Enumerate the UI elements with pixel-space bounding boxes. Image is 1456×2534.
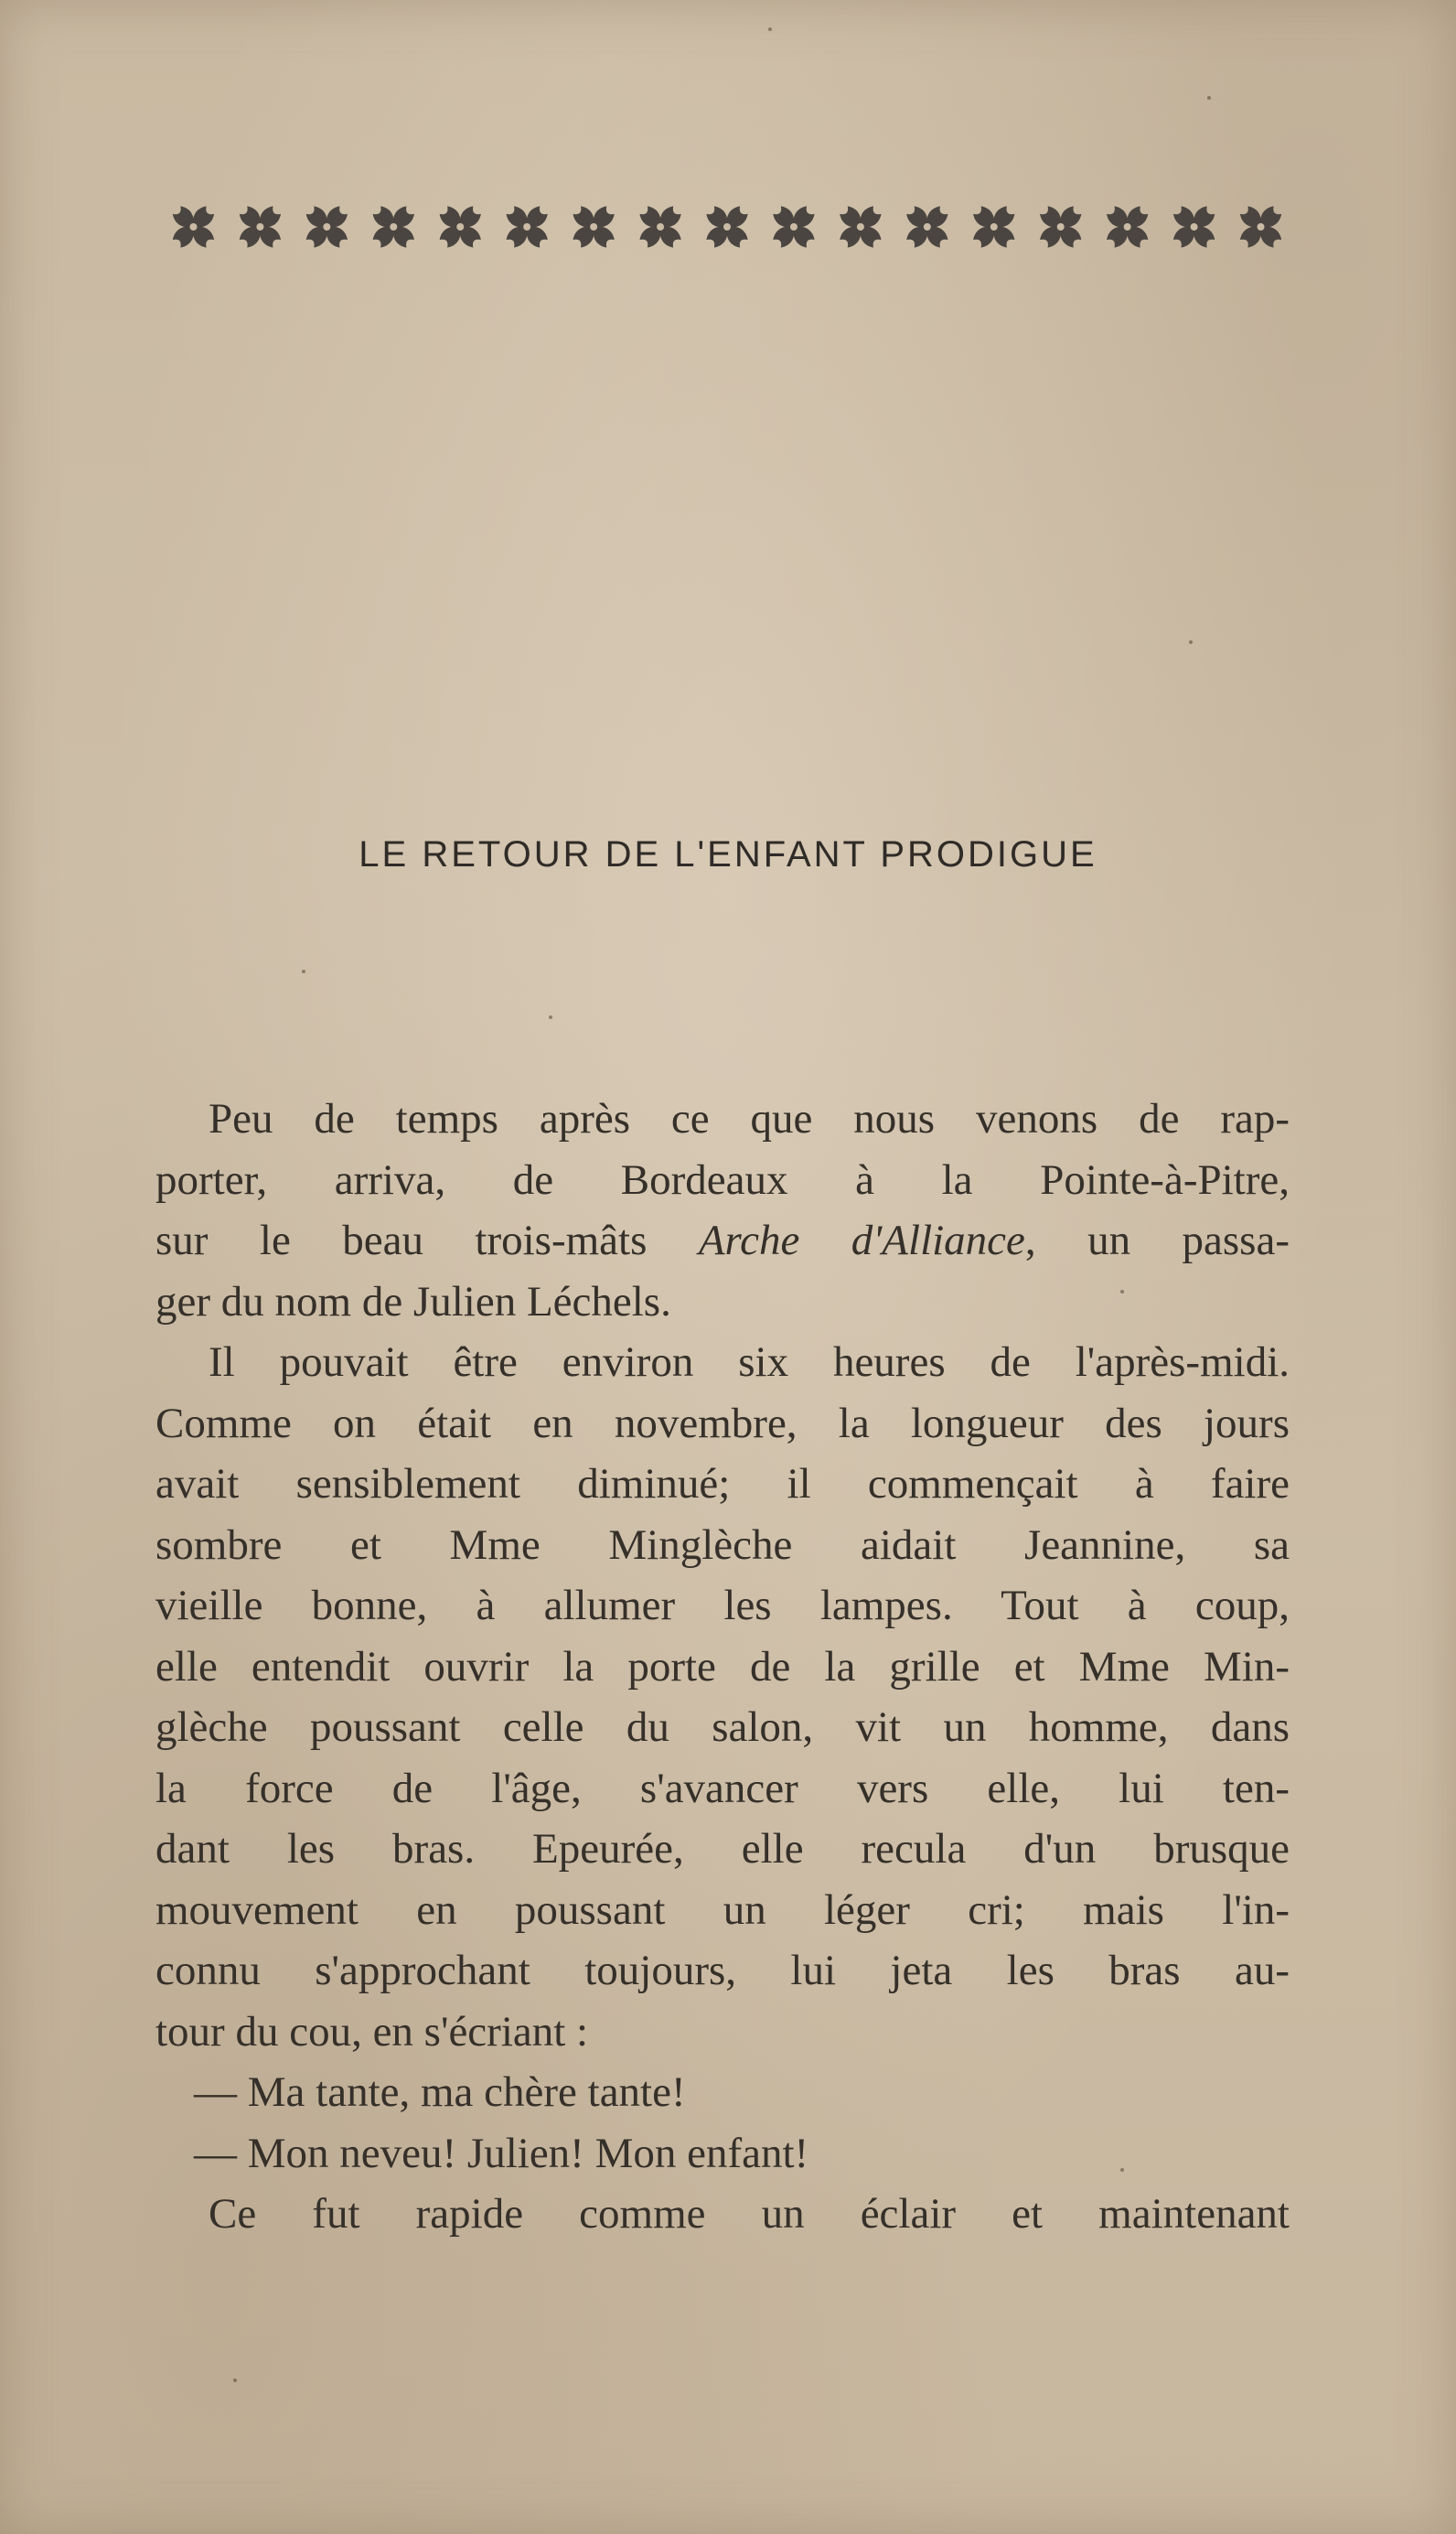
chapter-title: LE RETOUR DE L'ENFANT PRODIGUE: [359, 834, 1097, 875]
text-line: la force de l'âge, s'avancer vers elle, lui ten-: [155, 1764, 1290, 1812]
fleuron-icon: [838, 204, 883, 250]
paper-speck: [1120, 2168, 1124, 2172]
paper-speck: [1120, 1290, 1124, 1294]
fleuron-icon: [170, 204, 216, 250]
paper-speck: [768, 27, 772, 31]
fleuron-icon: [304, 204, 349, 250]
text-line: ger du nom de Julien Léchels.: [155, 1277, 671, 1326]
text-line: sombre et Mme Minglèche aidait Jeannine, sa: [155, 1520, 1290, 1569]
fleuron-icon: [905, 204, 950, 250]
text-line: vieille bonne, à allumer les lampes. Tout à coup,: [155, 1582, 1290, 1629]
fleuron-icon: [1237, 204, 1283, 250]
fleuron-icon: [1104, 204, 1150, 250]
text-line: Comme on était en novembre, la longueur des jours: [155, 1399, 1290, 1447]
fleuron-icon: [1171, 204, 1216, 250]
text-segment: sur le beau trois-mâts: [155, 1217, 699, 1264]
text-line: avait sensiblement diminué; il commençait à faire: [155, 1460, 1290, 1508]
fleuron-icon: [971, 204, 1017, 250]
text-line: Peu de temps après ce que nous venons de rap-: [209, 1095, 1290, 1143]
dialogue-line: — Mon neveu! Julien! Mon enfant!: [194, 2129, 809, 2177]
text-line: Ce fut rapide comme un éclair et maintenant: [209, 2190, 1290, 2238]
fleuron-icon: [571, 204, 616, 250]
text-line: porter, arriva, de Bordeaux à la Pointe-à-Pitre,: [155, 1155, 1290, 1204]
paper-speck: [1207, 96, 1211, 100]
fleuron-icon: [370, 204, 416, 250]
fleuron-icon: [437, 204, 483, 250]
text-line: elle entendit ouvrir la porte de la grille et Mme Min-: [155, 1642, 1290, 1691]
text-line: Il pouvait être environ six heures de l'après-midi.: [209, 1338, 1290, 1386]
text-line: mouvement en poussant un léger cri; mais l'in-: [155, 1885, 1290, 1934]
text-line: dant les bras. Epeurée, elle recula d'un brusque: [155, 1825, 1290, 1873]
paper-speck: [1189, 640, 1193, 644]
ship-name: Arche d'Alliance: [698, 1217, 1025, 1264]
fleuron-icon: [504, 204, 550, 250]
paper-speck: [302, 970, 305, 973]
body-text: [155, 1089, 1290, 2245]
text-line: tour du cou, en s'écriant :: [155, 2007, 589, 2056]
text-line: [155, 1210, 1290, 1272]
paper-speck: [233, 2378, 237, 2382]
text-line: glèche poussant celle du salon, vit un homme, dans: [155, 1703, 1290, 1751]
fleuron-icon: [237, 204, 283, 250]
fleuron-icon: [771, 204, 817, 250]
dialogue-line: — Ma tante, ma chère tante!: [194, 2068, 686, 2116]
text-line: connu s'approchant toujours, lui jeta les bras au-: [155, 1947, 1290, 1994]
fleuron-icon: [704, 204, 750, 250]
fleuron-icon: [637, 204, 683, 250]
text-segment: , un passa-: [1024, 1217, 1290, 1264]
paper-speck: [549, 1015, 552, 1019]
fleuron-icon: [1038, 204, 1084, 250]
ornament-band: [160, 190, 1294, 263]
